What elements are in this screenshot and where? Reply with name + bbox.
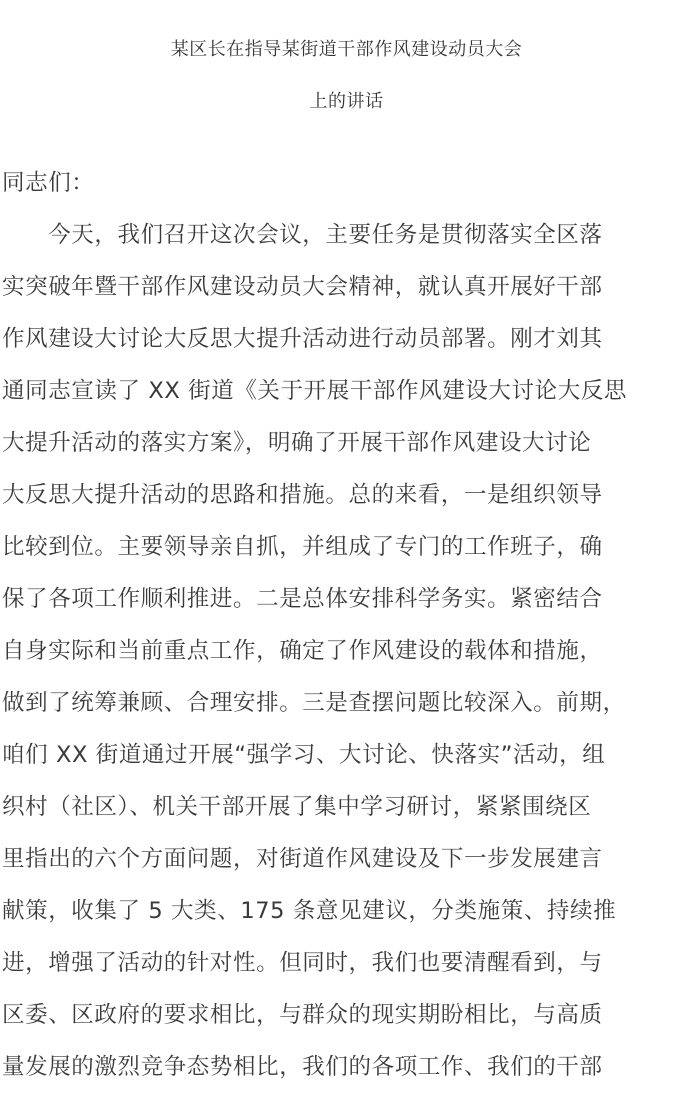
paragraph-line: 保了各项工作顺利推进。二是总体安排科学务实。紧密结合 <box>2 586 603 612</box>
paragraph-line: 里指出的六个方面问题，对街道作风建设及下一步发展建言 <box>2 846 603 872</box>
salutation: 同志们： <box>2 170 95 196</box>
paragraph-line: 今天，我们召开这次会议，主要任务是贯彻落实全区落 <box>2 222 603 248</box>
paragraph-line: 做到了统筹兼顾、合理安排。三是查摆问题比较深入。前期， <box>2 690 626 716</box>
title-line-2: 上的讲话 <box>309 91 384 112</box>
paragraph-line: 咱们 XX 街道通过开展“强学习、大讨论、快落实”活动，组 <box>2 742 606 768</box>
paragraph-line: 量发展的激烈竞争态势相比，我们的各项工作、我们的干部 <box>2 1054 603 1080</box>
paragraph-line: 自身实际和当前重点工作，确定了作风建设的载体和措施， <box>2 638 603 664</box>
paragraph-line: 献策，收集了 5 大类、175 条意见建议，分类施策、持续推 <box>2 898 617 924</box>
paragraph-line: 比较到位。主要领导亲自抓，并组成了专门的工作班子，确 <box>2 534 603 560</box>
paragraph-line: 区委、区政府的要求相比，与群众的现实期盼相比，与高质 <box>2 1002 603 1028</box>
paragraph-line: 大反思大提升活动的思路和措施。总的来看，一是组织领导 <box>2 482 603 508</box>
paragraph-line: 大提升活动的落实方案》，明确了开展干部作风建设大讨论 <box>2 430 592 456</box>
paragraph-line: 作风建设大讨论大反思大提升活动进行动员部署。刚才刘其 <box>2 326 603 352</box>
paragraph-line: 织村（社区）、机关干部开展了集中学习研讨，紧紧围绕区 <box>2 794 592 820</box>
paragraph-line: 实突破年暨干部作风建设动员大会精神，就认真开展好干部 <box>2 274 603 300</box>
paragraph-line: 进，增强了活动的针对性。但同时，我们也要清醒看到，与 <box>2 950 603 976</box>
title-line-1: 某区长在指导某街道干部作风建设动员大会 <box>170 39 523 60</box>
paragraph-line: 通同志宣读了 XX 街道《关于开展干部作风建设大讨论大反思 <box>2 378 628 404</box>
document-title <box>0 24 693 128</box>
